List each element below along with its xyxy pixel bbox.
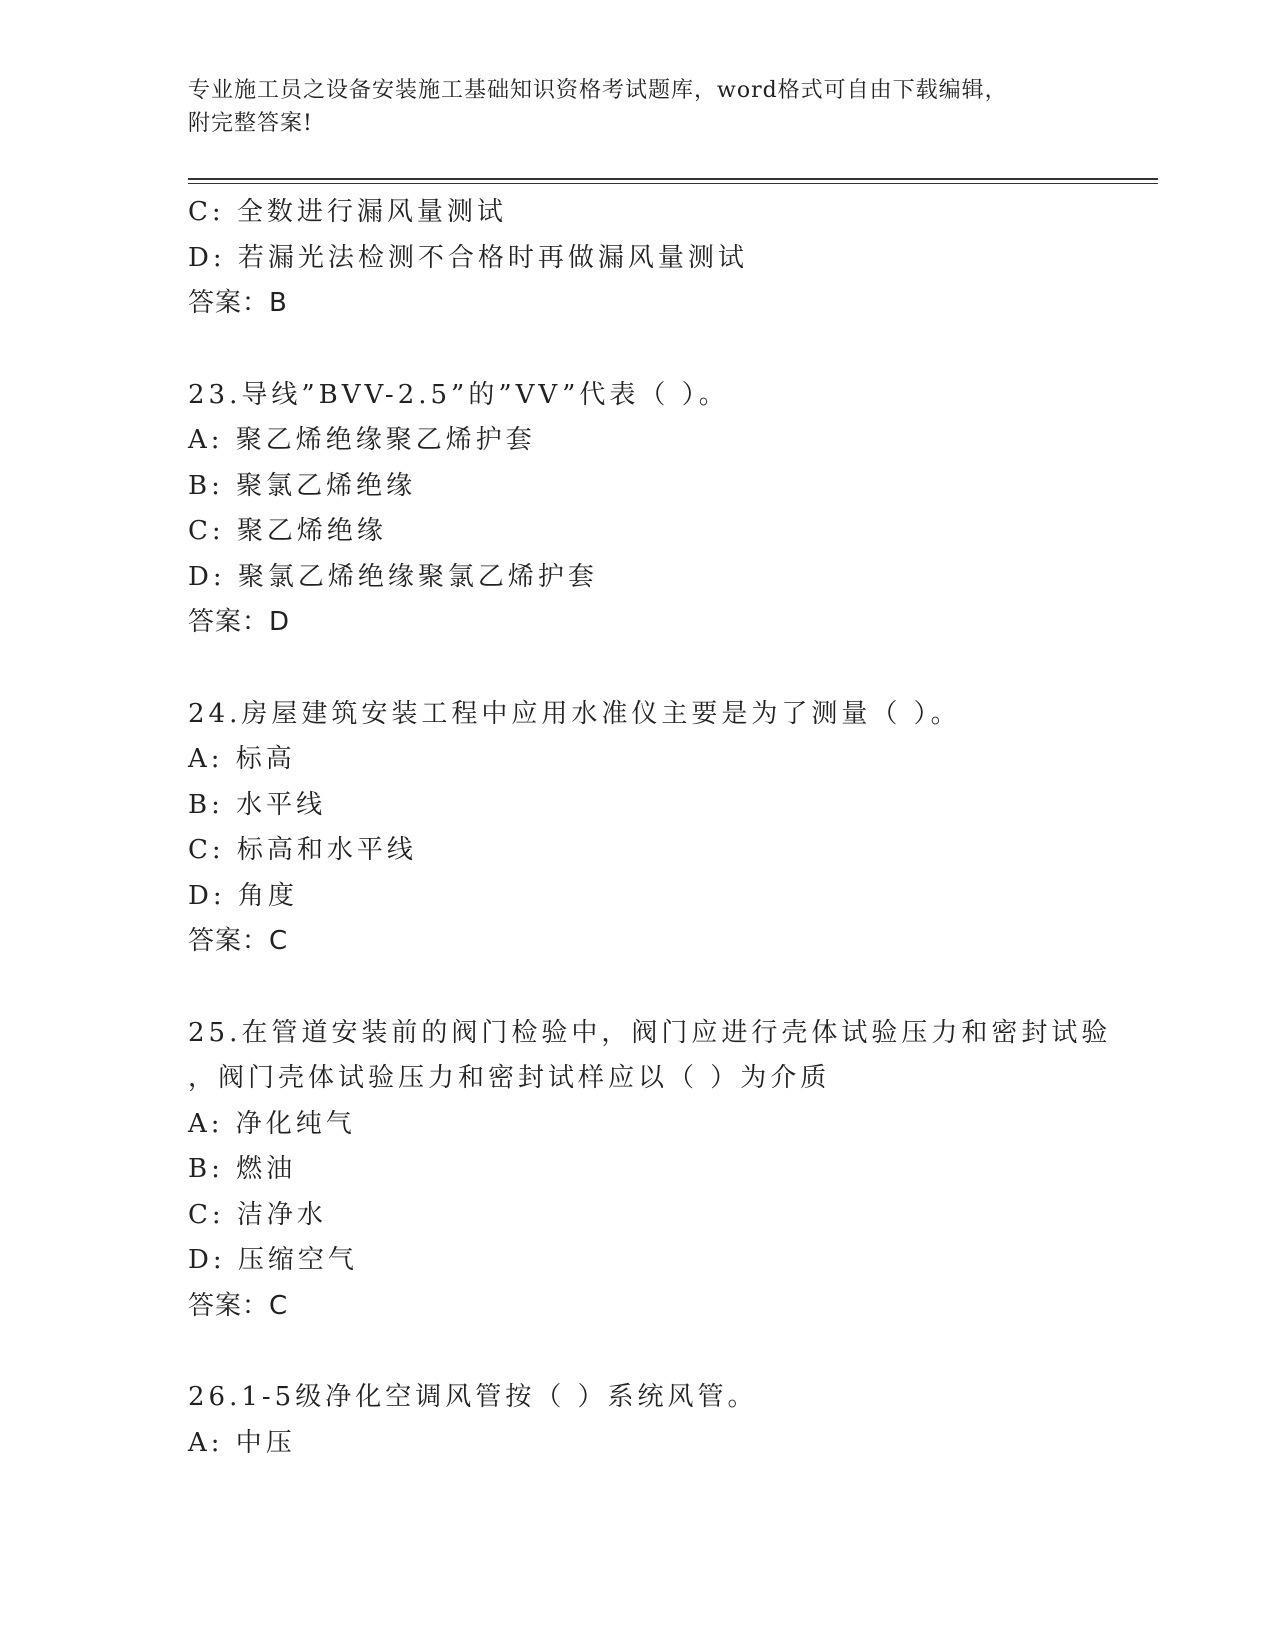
question-list: [188, 190, 1148, 1466]
option-c: C: 聚乙烯绝缘: [188, 516, 387, 546]
option-a: A: 标高: [188, 744, 296, 774]
spacer: [188, 965, 1148, 1011]
document-header: [188, 74, 1088, 140]
question-block-23: [188, 373, 1148, 646]
header-divider-thin: [188, 183, 1158, 184]
answer-label: 答案：B: [188, 288, 288, 318]
option-d: D: 聚氯乙烯绝缘聚氯乙烯护套: [188, 561, 598, 592]
option-c: C: 标高和水平线: [188, 835, 417, 865]
answer-label: 答案：C: [188, 1290, 289, 1321]
answer-label: 答案：C: [188, 926, 289, 956]
question-block-22: [188, 190, 1148, 327]
answer-label: 答案：D: [188, 607, 291, 637]
header-line-1: 专业施工员之设备安装施工基础知识资格考试题库，word格式可自由下载编辑，: [188, 78, 1008, 103]
spacer: [188, 1329, 1148, 1375]
option-b: B: 燃油: [188, 1154, 297, 1184]
question-block-25: [188, 1011, 1148, 1330]
option-d: D: 若漏光法检测不合格时再做漏风量测试: [188, 242, 748, 273]
question-text-line-1: 25.在管道安装前的阀门检验中，阀门应进行壳体试验压力和密封试验: [188, 1017, 1112, 1048]
question-block-24: [188, 692, 1148, 965]
option-a: A: 净化纯气: [188, 1108, 356, 1139]
question-block-26: [188, 1375, 1148, 1466]
spacer: [188, 646, 1148, 692]
header-divider-thick: [188, 178, 1158, 180]
option-d: D: 角度: [188, 880, 298, 911]
spacer: [188, 327, 1148, 373]
question-text: 24.房屋建筑安装工程中应用水准仪主要是为了测量（ ）。: [188, 698, 961, 729]
question-text-line-2: ，阀门壳体试验压力和密封试样应以（ ）为介质: [188, 1063, 831, 1093]
option-c: C: 洁净水: [188, 1199, 327, 1230]
option-c: C: 全数进行漏风量测试: [188, 197, 507, 227]
option-a: A: 聚乙烯绝缘聚乙烯护套: [188, 425, 536, 455]
question-text: 26.1-5级净化空调风管按（ ）系统风管。: [188, 1382, 758, 1412]
option-a: A: 中压: [188, 1427, 296, 1458]
header-line-2: 附完整答案!: [188, 111, 313, 136]
question-text: 23.导线”BVV-2.5”的”VV”代表（ ）。: [188, 379, 729, 410]
option-b: B: 水平线: [188, 789, 327, 820]
option-b: B: 聚氯乙烯绝缘: [188, 470, 417, 501]
option-d: D: 压缩空气: [188, 1245, 358, 1275]
